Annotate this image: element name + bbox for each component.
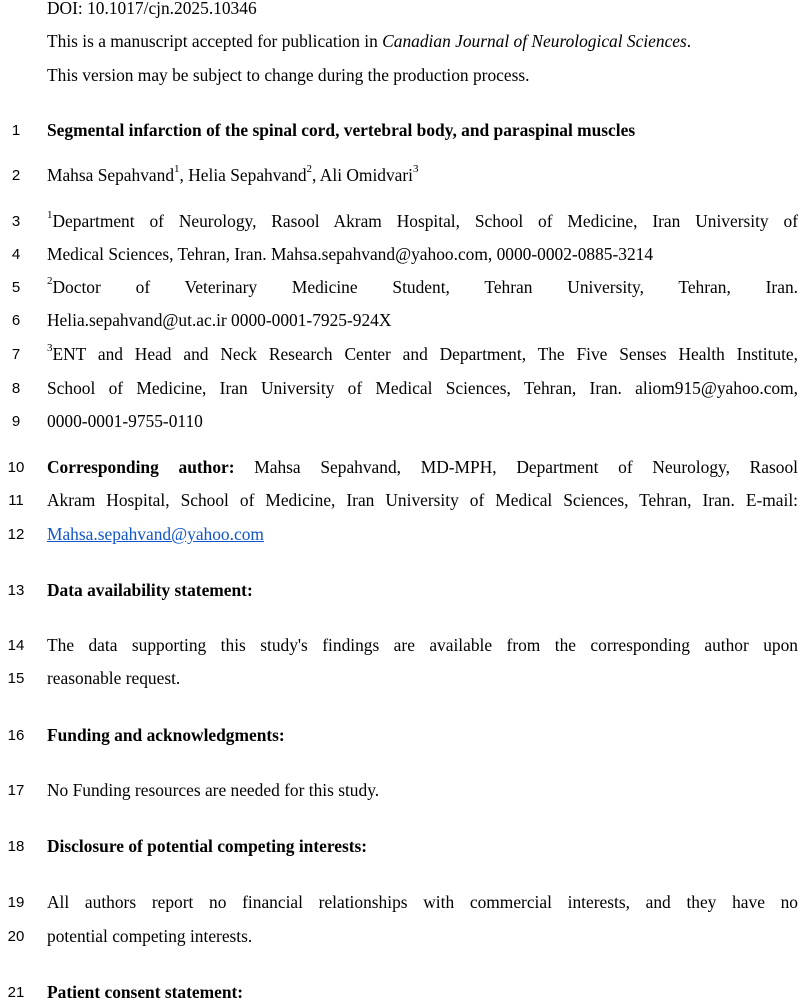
disclosure-heading: Disclosure of potential competing interests: — [47, 836, 368, 856]
line-number: 17 — [7, 782, 25, 799]
funding-heading: Funding and acknowledgments: — [47, 725, 285, 745]
author-name: Helia Sepahvand — [188, 165, 307, 185]
line-number: 13 — [7, 582, 25, 599]
corresponding-email-link[interactable]: Mahsa.sepahvand@yahoo.com — [47, 524, 264, 544]
author-list: Mahsa Sepahvand$^1$, Helia Sepahvand$^2$, Ali Omidvari$^3$ — [47, 163, 419, 185]
line-number: 18 — [7, 838, 25, 855]
notice-suffix: . — [686, 31, 692, 51]
affiliation-3-line-1: $^3$ENT and Head and Neck Research Center and Department, The Five Senses Health Institute, — [47, 342, 798, 364]
line-number: 10 — [7, 459, 25, 476]
line-number: 11 — [8, 492, 24, 509]
line-number: 14 — [7, 637, 25, 654]
line-number: 7 — [11, 346, 21, 363]
data-availability-line-2: reasonable request. — [47, 668, 181, 688]
author-name: Mahsa Sepahvand — [47, 165, 175, 185]
corresponding-author-line-1: Corresponding author: Mahsa Sepahvand, MD-MPH, Department of Neurology, Rasool — [47, 457, 798, 477]
patient-consent-heading: Patient consent statement: — [47, 982, 244, 1002]
production-notice: This version may be subject to change during the production process. — [47, 65, 530, 85]
affiliation-2-line-2: Helia.sepahvand@ut.ac.ir 0000-0001-7925-924X — [47, 310, 392, 330]
affiliation-1-line-1: $^1$Department of Neurology, Rasool Akram Hospital, School of Medicine, Iran University of — [47, 209, 798, 231]
journal-name: Canadian Journal of Neurological Sciences — [382, 31, 687, 51]
line-number: 6 — [11, 312, 21, 329]
author-affiliation-mark: 3 — [413, 163, 419, 176]
line-number: 15 — [7, 670, 25, 687]
doi-line: DOI: 10.1017/cjn.2025.10346 — [47, 0, 257, 18]
line-number: 4 — [11, 246, 21, 263]
affiliation-2-line-1: $^2$Doctor of Veterinary Medicine Student, Tehran University, Tehran, Iran. — [47, 275, 798, 297]
line-number: 2 — [11, 167, 21, 184]
line-number: 9 — [11, 413, 21, 430]
line-number: 5 — [11, 279, 21, 296]
author-name: Ali Omidvari — [319, 165, 414, 185]
author-affiliation-mark: 1 — [174, 163, 180, 176]
line-number: 20 — [7, 928, 25, 945]
author-affiliation-mark: 2 — [306, 163, 313, 176]
line-number: 3 — [11, 213, 21, 230]
line-number: 12 — [7, 526, 25, 543]
corresponding-author-line-2: Akram Hospital, School of Medicine, Iran University of Medical Sciences, Tehran, Iran. E-mail: — [47, 490, 798, 510]
disclosure-line-1: All authors report no financial relationships with commercial interests, and they have no — [47, 892, 798, 912]
affiliation-1-line-2: Medical Sciences, Tehran, Iran. Mahsa.sepahvand@yahoo.com, 0000-0002-0885-3214 — [47, 244, 654, 264]
funding-text: No Funding resources are needed for this study. — [47, 780, 380, 800]
notice-prefix: This is a manuscript accepted for publication in — [47, 31, 383, 51]
line-number: 16 — [7, 727, 25, 744]
article-title: Segmental infarction of the spinal cord, vertebral body, and paraspinal muscles — [47, 120, 636, 140]
affiliation-3-line-2: School of Medicine, Iran University of Medical Sciences, Tehran, Iran. aliom915@yahoo.com, — [47, 378, 798, 398]
publication-notice — [47, 31, 798, 51]
line-number: 21 — [7, 984, 25, 1001]
line-number: 8 — [11, 380, 21, 397]
line-number: 1 — [11, 122, 21, 139]
corresponding-author-label: Corresponding author: — [47, 457, 235, 477]
disclosure-line-2: potential competing interests. — [47, 926, 253, 946]
data-availability-heading: Data availability statement: — [47, 580, 253, 600]
data-availability-line-1: The data supporting this study's findings are available from the corresponding author upon — [47, 635, 798, 655]
affiliation-3-line-3: 0000-0001-9755-0110 — [47, 411, 203, 431]
corresponding-author-line-3 — [47, 524, 798, 544]
line-number: 19 — [7, 894, 25, 911]
